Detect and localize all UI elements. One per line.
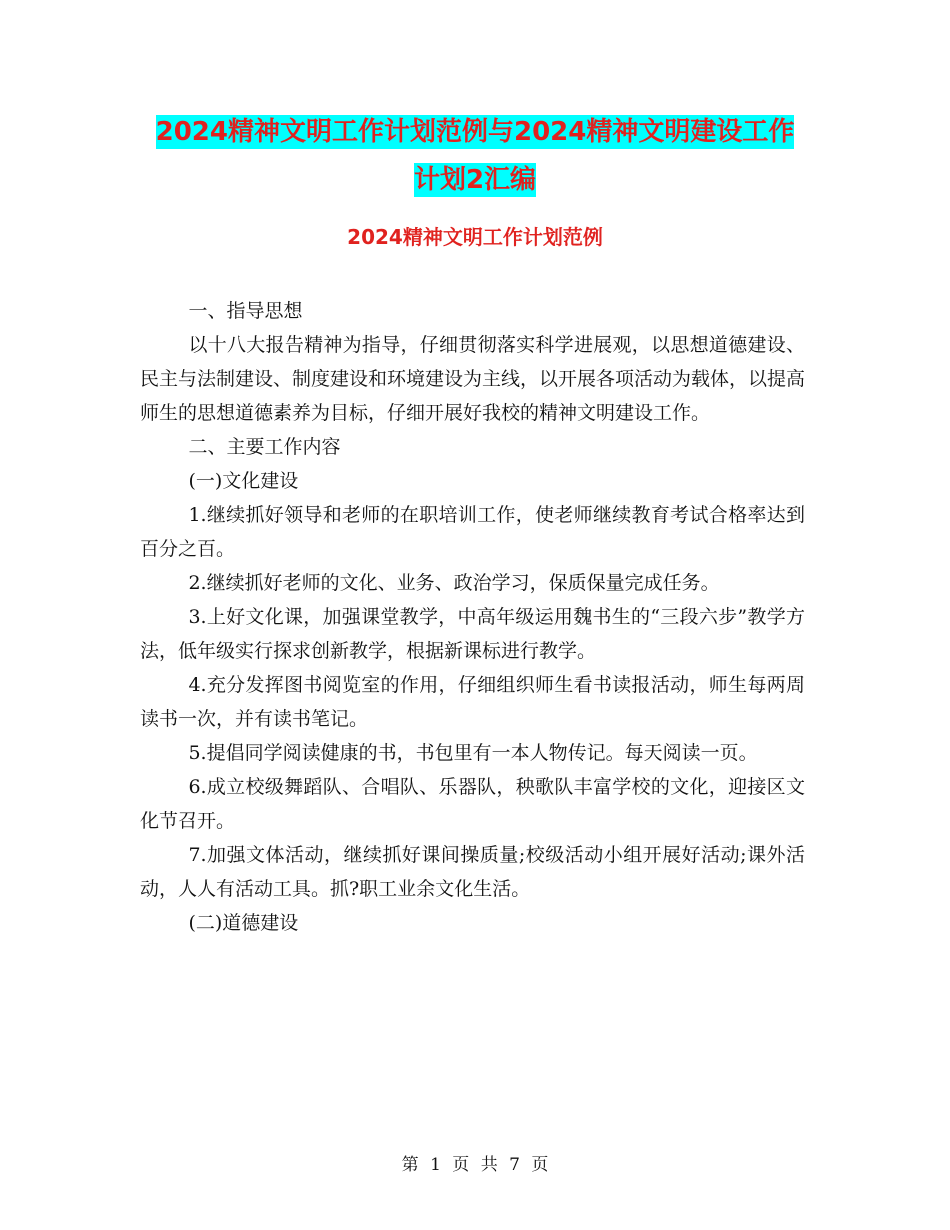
section-title: 2024精神文明工作计划范例 bbox=[347, 225, 603, 249]
paragraph-guiding-ideology: 以十八大报告精神为指导，仔细贯彻落实科学进展观，以思想道德建设、民主与法制建设、制度建设和环境建设为主线，以开展各项活动为载体，以提高师生的思想道德素养为目标，仔细开展好我校的精神文明建设工作。 bbox=[140, 334, 806, 424]
page-footer: 第 1 页 共 7 页 bbox=[401, 1155, 549, 1175]
document-title-line-1: 2024精神文明工作计划范例与2024精神文明建设工作 bbox=[155, 117, 795, 147]
list-item: 1.继续抓好领导和老师的在职培训工作，使老师继续教育考试合格率达到百分之百。 bbox=[140, 504, 805, 560]
heading-main-work: 二、主要工作内容 bbox=[188, 436, 341, 458]
list-item: 3.上好文化课，加强课堂教学，中高年级运用魏书生的“三段六步”教学方法，低年级实行探求创新教学，根据新课标进行教学。 bbox=[140, 606, 805, 662]
document-title bbox=[140, 108, 810, 204]
list-item: 6.成立校级舞蹈队、合唱队、乐器队，秧歌队丰富学校的文化，迎接区文化节召开。 bbox=[140, 776, 805, 832]
list-item: 5.提倡同学阅读健康的书，书包里有一本人物传记。每天阅读一页。 bbox=[188, 742, 758, 764]
list-item: 4.充分发挥图书阅览室的作用，仔细组织师生看书读报活动，师生每两周读书一次，并有读书笔记。 bbox=[140, 674, 805, 730]
document-title-line-2: 计划2汇编 bbox=[413, 165, 537, 195]
list-item: 7.加强文体活动，继续抓好课间操质量;校级活动小组开展好活动;课外活动，人人有活动工具。抓?职工业余文化生活。 bbox=[140, 844, 805, 900]
subheading-morality: (二)道德建设 bbox=[188, 912, 299, 934]
subheading-culture: (一)文化建设 bbox=[188, 470, 299, 492]
document-body bbox=[140, 294, 805, 940]
heading-guiding-ideology: 一、指导思想 bbox=[188, 300, 303, 322]
list-item: 2.继续抓好老师的文化、业务、政治学习，保质保量完成任务。 bbox=[188, 572, 720, 594]
